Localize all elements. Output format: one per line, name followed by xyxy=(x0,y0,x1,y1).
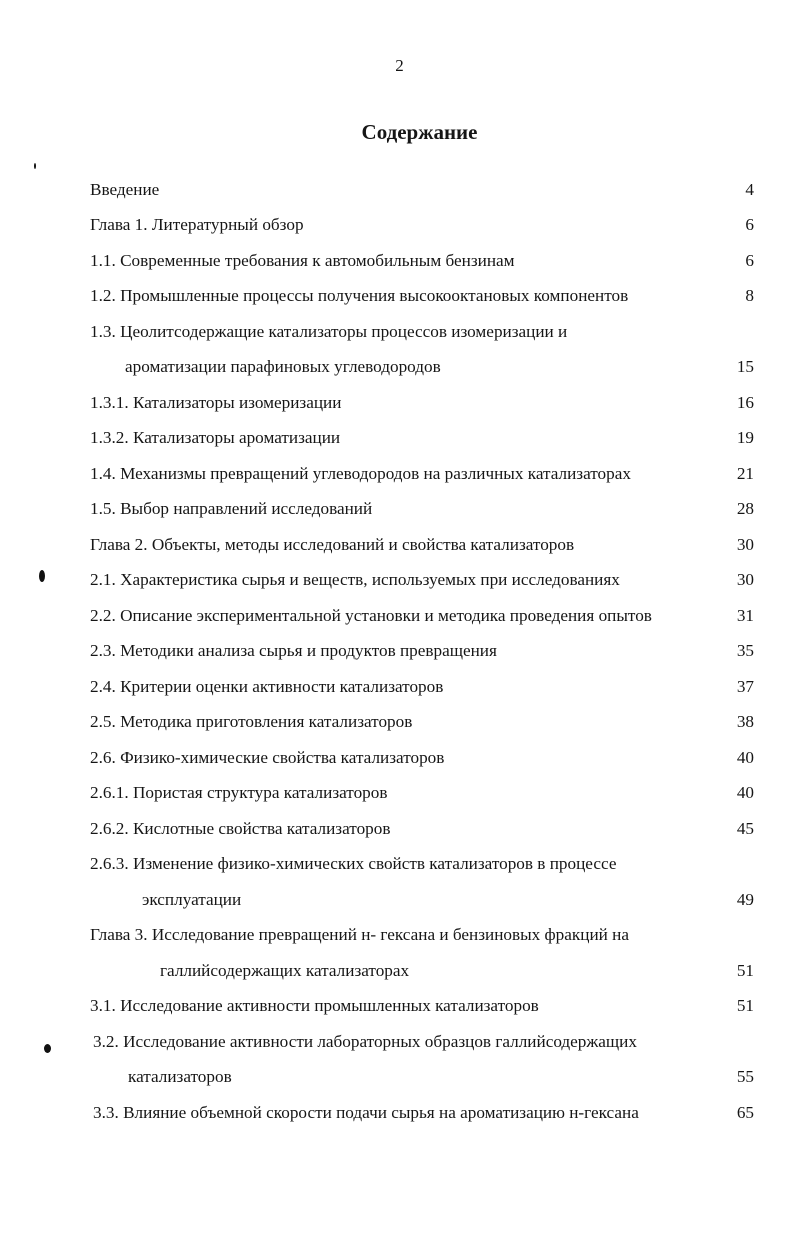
toc-entry-text: 2.6.1. Пористая структура катализаторов xyxy=(90,783,388,802)
toc-entry-page: 35 xyxy=(736,641,754,660)
toc-entry-continuation xyxy=(90,888,754,912)
toc-entry-text: 1.1. Современные требования к автомобильным бензинам xyxy=(90,251,515,270)
toc-entry-page: 4 xyxy=(745,180,754,199)
toc-entry-page: 30 xyxy=(736,570,754,589)
toc-entry-text: 2.4. Критерии оценки активности катализаторов xyxy=(90,677,444,696)
toc-entry-text: 2.5. Методика приготовления катализаторов xyxy=(90,712,413,731)
toc-entry xyxy=(90,781,754,805)
toc-entry xyxy=(90,923,754,947)
toc-entry xyxy=(90,426,754,450)
toc-entry-page: 19 xyxy=(736,428,754,447)
toc-entry-text: 3.2. Исследование активности лабораторных образцов галлийсодержащих xyxy=(93,1032,637,1051)
toc-entry xyxy=(90,320,754,344)
toc-entry-text: 1.5. Выбор направлений исследований xyxy=(90,499,373,518)
toc-entry-page: 51 xyxy=(736,961,754,980)
toc-entry xyxy=(90,852,754,876)
toc-entry-page: 21 xyxy=(736,464,754,483)
page-number: 2 xyxy=(395,56,404,75)
toc-entry-page: 30 xyxy=(736,535,754,554)
toc-entry xyxy=(90,710,754,734)
toc-entry xyxy=(90,675,754,699)
toc-entry-text: ароматизации парафиновых углеводородов xyxy=(125,357,441,376)
toc-entry-text: 1.4. Механизмы превращений углеводородов на различных катализаторах xyxy=(90,464,631,483)
toc-entry xyxy=(90,391,754,415)
toc-entry xyxy=(90,604,754,628)
toc-entry-page: 15 xyxy=(736,357,754,376)
toc-entry xyxy=(90,497,754,521)
toc-entry-page: 16 xyxy=(736,393,754,412)
toc-entry-text: катализаторов xyxy=(128,1067,232,1086)
toc-entry-page: 65 xyxy=(736,1103,754,1122)
toc-entry-text: 2.1. Характеристика сырья и веществ, используемых при исследованиях xyxy=(90,570,620,589)
toc-entry-text: 1.3.1. Катализаторы изомеризации xyxy=(90,393,342,412)
toc-entry-text: Введение xyxy=(90,180,160,199)
toc-entry xyxy=(90,462,754,486)
toc-entry-text: 2.2. Описание экспериментальной установки и методика проведения опытов xyxy=(90,606,652,625)
toc-entry xyxy=(90,213,754,237)
toc-entry-text: 2.6. Физико-химические свойства катализаторов xyxy=(90,748,445,767)
toc-entry-page: 49 xyxy=(736,890,754,909)
toc-entry-text: 2.6.3. Изменение физико-химических свойств катализаторов в процессе xyxy=(90,854,617,873)
scan-artifact-mark xyxy=(44,1044,51,1053)
toc-entry xyxy=(90,746,754,770)
toc-entry-page: 28 xyxy=(736,499,754,518)
toc-entry xyxy=(90,1101,754,1125)
toc-entry xyxy=(90,568,754,592)
toc-entry-text: Глава 2. Объекты, методы исследований и свойства катализаторов xyxy=(90,535,575,554)
toc-entry-page: 51 xyxy=(736,996,754,1015)
toc-entry-page: 6 xyxy=(745,251,754,270)
toc-entry-text: Глава 1. Литературный обзор xyxy=(90,215,304,234)
toc-entry-page: 37 xyxy=(736,677,754,696)
toc-entry xyxy=(90,178,754,202)
scan-artifact-mark xyxy=(39,570,45,582)
toc-entry xyxy=(90,284,754,308)
toc-entry-continuation xyxy=(90,355,754,379)
toc-entry-text: Глава 3. Исследование превращений н- гексана и бензиновых фракций на xyxy=(90,925,629,944)
toc-entry-page: 40 xyxy=(736,748,754,767)
toc-entry xyxy=(90,1030,754,1054)
toc-entry-text: 1.3.2. Катализаторы ароматизации xyxy=(90,428,341,447)
toc-entry xyxy=(90,817,754,841)
toc-entry-text: 2.6.2. Кислотные свойства катализаторов xyxy=(90,819,391,838)
toc-entry xyxy=(90,994,754,1018)
toc-entry-text: 3.3. Влияние объемной скорости подачи сырья на ароматизацию н-гексана xyxy=(93,1103,639,1122)
toc-entry xyxy=(90,639,754,663)
toc-entry-page: 40 xyxy=(736,783,754,802)
toc-entry xyxy=(90,533,754,557)
toc-entry-page: 45 xyxy=(736,819,754,838)
toc-entry-text: 1.3. Цеолитсодержащие катализаторы процессов изомеризации и xyxy=(90,322,568,341)
page-title: Содержание xyxy=(361,120,478,144)
toc-entry-text: 2.3. Методики анализа сырья и продуктов превращения xyxy=(90,641,497,660)
scan-artifact-mark xyxy=(34,163,36,169)
toc-entry-page: 38 xyxy=(736,712,754,731)
toc-entry-text: эксплуатации xyxy=(142,890,242,909)
toc-entry-text: 1.2. Промышленные процессы получения высокооктановых компонентов xyxy=(90,286,629,305)
toc-entry-text: галлийсодержащих катализаторах xyxy=(160,961,410,980)
toc-entry-continuation xyxy=(90,1065,754,1089)
toc-entry-text: 3.1. Исследование активности промышленных катализаторов xyxy=(90,996,539,1015)
toc-entry xyxy=(90,249,754,273)
toc-entry-page: 55 xyxy=(736,1067,754,1086)
toc-entry-page: 8 xyxy=(745,286,754,305)
toc-entry-page: 31 xyxy=(736,606,754,625)
toc-entry-continuation xyxy=(90,959,754,983)
toc-entry-page: 6 xyxy=(745,215,754,234)
